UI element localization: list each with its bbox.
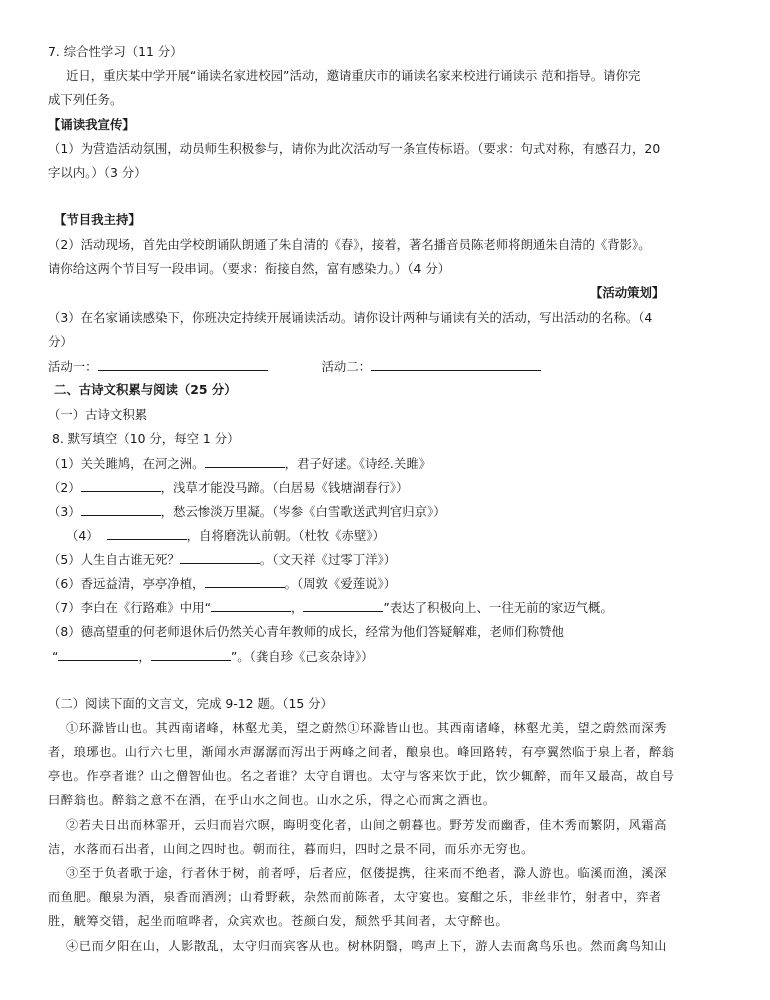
q8-item-6-text: （6）香远益清，亭亭净植， [48,576,205,591]
q8-item-5 [48,551,396,568]
section-heading-host: 【节目我主持】 [54,212,141,227]
q8-item-6 [48,575,396,592]
q8-item-1-text: （1）关关雎鸠，在河之洲。 [48,456,205,471]
q7-sub2-line2: 请你给这两个节目写一段串词。（要求：衔接自然，富有感染力。）（4 分） [48,261,451,276]
reading-title: （二）阅读下面的文言文，完成 9-12 题。（15 分） [48,696,333,711]
q8-item-1 [48,455,431,472]
q8-item-3 [48,503,446,520]
q8-item-5-text: （5）人生自古谁无死？ [48,552,180,567]
q8-item-8-source: ”。（龚自珍《己亥杂诗》） [230,649,374,664]
q8-item-5-blank[interactable] [180,551,260,564]
q8-item-3-text: （3） [48,504,81,519]
q8-title: 8. 默写填空（10 分，每空 1 分） [52,431,240,446]
passage-line: 洁，水落而石出者，山间之四时也。朝而往，暮而归，四时之景不同，而乐亦无穷也。 [48,842,534,856]
passage-line: 曰醉翁也。醉翁之意不在酒，在乎山水之间也。山水之乐，得之心而寓之酒也。 [48,793,496,807]
q8-item-7 [48,599,613,616]
q7-sub3-line1: （3）在名家诵读感染下，你班决定持续开展诵读活动。请你设计两种与诵读有关的活动，写出活动的名称。（4 [48,310,653,325]
q7-intro-line1: 近日，重庆某中学开展“诵读名家进校园”活动，邀请重庆市的诵读名家来校进行诵读示 范和指导。请你完 [66,68,641,83]
q8-item-7-blank-b[interactable] [303,599,383,612]
activity-row [48,358,541,375]
q8-item-3-source: ，愁云惨淡万里凝。（岑参《白雪歌送武判官归京》） [160,504,446,519]
q8-item-8-comma: ， [138,649,151,664]
q8-item-4-blank[interactable] [107,527,187,540]
q8-item-2-source: ，浅草才能没马蹄。（白居易《钱塘湖春行》） [160,480,409,495]
q7-title: 7. 综合性学习（11 分） [48,44,183,59]
passage-line: 胜，觥筹交错，起坐而喧哗者，众宾欢也。苍颜白发，颓然乎其间者，太守醉也。 [48,914,509,928]
q8-item-6-source: 。（周敦《爱莲说》） [284,576,397,591]
q8-item-4-source: ，自将磨洗认前朝。（杜牧《赤壁》） [186,528,385,543]
q8-item-4-text: （4） [66,528,99,543]
section-heading-publicity: 【诵读我宣传】 [48,117,135,132]
passage-line: 亭也。作亭者谁？山之僧智仙也。名之者谁？太守自谓也。太守与客来饮于此，饮少辄醉，而年又最高，故自号 [48,769,675,783]
q8-item-2-text: （2） [48,480,81,495]
passage-line: ②若夫日出而林霏开，云归而岩穴暝，晦明变化者，山间之朝暮也。野芳发而幽香，佳木秀而繁阴，风霜高 [66,818,668,832]
passage-line: ①环滁皆山也。其西南诸峰，林壑尤美，望之蔚然①环滁皆山也。其西南诸峰，林壑尤美，望之蔚然而深秀 [66,721,668,735]
q8-item-6-blank[interactable] [205,575,285,588]
q8-item-7-blank-a[interactable] [211,599,291,612]
passage-line: ③至于负者歌于途，行者休于树，前者呼，后者应，伛偻提携，往来而不绝者，滁人游也。临溪而渔，溪深 [66,866,668,880]
q8-item-8-open-quote: “ [52,649,59,664]
q8-item-8-line1: （8）德高望重的何老师退休后仍然关心青年教师的成长，经常为他们答疑解难，老师们称赞他 [48,624,564,639]
q8-item-2 [48,479,408,496]
q8-item-2-blank[interactable] [81,479,161,492]
passage-line: ④已而夕阳在山，人影散乱，太守归而宾客从也。树林阴翳，鸣声上下，游人去而禽鸟乐也。然而禽鸟知山 [66,939,668,953]
passage-line: 者，琅琊也。山行六七里，渐闻水声潺潺而泻出于两峰之间者，酿泉也。峰回路转，有亭翼然临于泉上者，醉翁 [48,745,675,759]
part2-title: 二、古诗文积累与阅读（25 分） [54,382,237,397]
q7-sub1-line1: （1）为营造活动氛围，动员师生积极参与，请你为此次活动写一条宣传标语。（要求：句式对称，有感召力，20 [48,141,661,156]
part2-subtitle: （一）古诗文积累 [48,407,148,422]
q7-sub3-line2: 分） [48,334,73,349]
activity2-blank[interactable] [371,358,541,371]
q7-sub2-line1: （2）活动现场，首先由学校朗诵队朗通了朱自清的《春》，接着，著名播音员陈老师将朗通朱自清的《背影》。 [48,237,651,252]
q8-item-8-line2 [52,648,374,665]
activity1-blank[interactable] [98,358,268,371]
q7-intro-line2: 成下列任务。 [48,92,123,107]
q8-item-8-blank-a[interactable] [58,648,138,661]
q8-item-7-text: （7）李白在《行路难》中用“ [48,600,211,615]
q8-item-1-blank[interactable] [205,455,285,468]
q8-item-7-comma: ， [291,600,304,615]
q8-item-5-source: 。（文天祥《过零丁洋》） [259,552,397,567]
q8-item-3-blank[interactable] [81,503,161,516]
q8-item-4 [66,527,385,544]
section-heading-planning: 【活动策划】 [590,285,665,300]
activity2-label: 活动二： [321,359,372,374]
passage-line: 而鱼肥。酿泉为酒，泉香而酒洌；山肴野蔌，杂然而前陈者，太守宴也。宴酣之乐，非丝非竹，射者中，弈者 [48,890,662,904]
q7-sub1-line2: 字以内。）（3 分） [48,165,147,180]
activity1-label: 活动一： [48,359,98,374]
q8-item-7-tail: ”表达了积极向上、一往无前的家迈气概。 [383,600,613,615]
q8-item-8-blank-b[interactable] [151,648,231,661]
q8-item-1-source: ，君子好逑。《诗经.关雎》 [284,456,432,471]
